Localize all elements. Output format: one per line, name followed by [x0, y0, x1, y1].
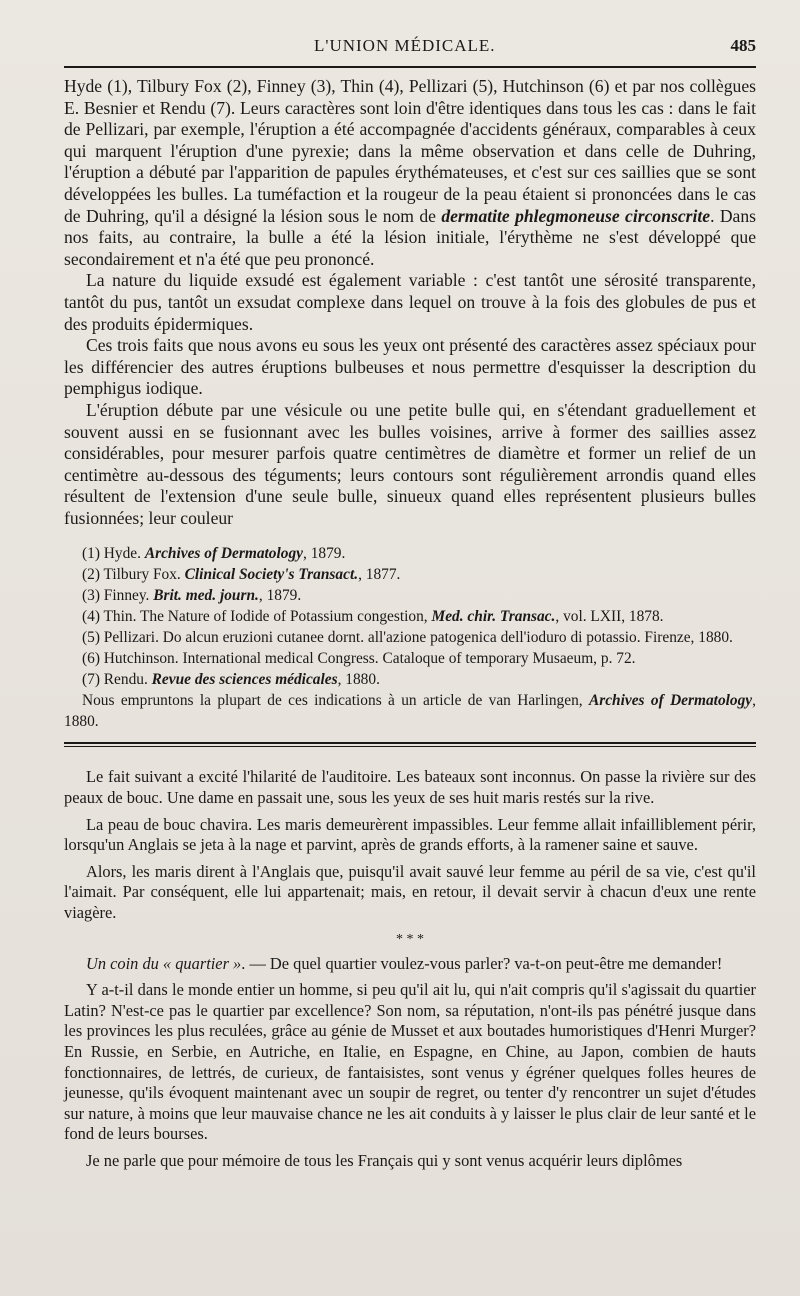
text-run: (1) Hyde. [82, 545, 145, 563]
text-run: Hyde (1), Tilbury Fox (2), Finney (3), Thin (4), Pellizari (5), Hutchinson (6) et par nos collègues E. Besnier et Rendu (7). Leurs caractères sont loin d'être identiques dans tous les cas : dans le fait de Pellizari, par exemple, l'éruption a été accompagnée d'accidents généraux, comparables à ceux qui marquent l'éruption d'une pyrexie; dans la même observation et dans celle de Duhring, l'éruption a débuté par l'apparition de papules érythémateuses, et c'est sur ces saillies que se sont développées les bulles. La tuméfaction et la rougeur de la peau étaient si prononcées dans le cas de Duhring, qu'il a désigné la lésion sous le nom de [64, 76, 756, 226]
text-run: (2) Tilbury Fox. [82, 566, 185, 584]
footnote [64, 585, 756, 606]
paragraph [64, 767, 756, 808]
paragraph [64, 954, 756, 975]
text-run: . Dans nos faits, au contraire, la bulle a été la lésion initiale, l'érythème ne s'est développé que secondairement et n'a été que peu prononcé. [64, 205, 756, 269]
paragraph [64, 76, 756, 270]
text-run: Alors, les maris dirent à l'Anglais que, puisqu'il avait sauvé leur femme au péril de sa vie, c'est qu'il l'aimait. Par conséquent, elle lui appartenait; mais, en retour, il devait servir à chacun d'eux une rente viagère. [64, 861, 756, 923]
text-run: Je ne parle que pour mémoire de tous les Français qui y sont venus acquérir leurs diplômes [86, 1150, 683, 1170]
italic-text: Clinical Society's Transact. [184, 566, 359, 584]
text-run: , 1879. [258, 587, 302, 605]
footnote [64, 543, 756, 564]
text-run: (5) Pellizari. Do alcun eruzioni cutanee dornt. all'azione patogenica dell'ioduro di potassio. Firenze, 1880. [82, 629, 733, 647]
footnotes [64, 543, 756, 732]
text-run: L'éruption débute par une vésicule ou une petite bulle qui, en s'étendant graduellement et souvent aussi en se fusionnant avec les bulles voisines, arrive à former des saillies assez considérables, pour mesurer parfois quatre centimètres de diamètre et former un relief de un centimètre au-dessous des téguments; leurs contours sont régulièrement arrondis quand elles résultent de l'extension d'une seule bulle, sinueux quand elles représentent plusieurs bulles fusionnées; leur couleur [64, 399, 756, 528]
italic-text: Revue des sciences médicales [151, 671, 338, 689]
italic-text: Archives of Dermatology [144, 545, 303, 563]
paragraph [64, 815, 756, 856]
italic-text: Brit. med. journ. [153, 587, 259, 605]
feuilleton-part-2 [64, 954, 756, 1172]
italic-text: Med. chir. Transac. [431, 608, 556, 626]
italic-text: Archives of Dermatology [588, 692, 753, 710]
paragraph [64, 335, 756, 400]
text-run: La peau de bouc chavira. Les maris demeurèrent impassibles. Leur femme allait infailliblement périr, lorsqu'un Anglais se jeta à la nage et parvint, après de grands efforts, à la ramener saine et sauve. [64, 814, 756, 855]
text-run: Nous empruntons la plupart de ces indications à un article de van Harlingen, [82, 692, 589, 710]
section-divider [64, 742, 756, 744]
text-run: , 1880. [337, 671, 380, 689]
feuilleton [64, 767, 756, 1171]
text-run: (7) Rendu. [82, 671, 152, 689]
text-run: Y a-t-il dans le monde entier un homme, si peu qu'il ait lu, qui n'ait compris qu'il s'agissait du quartier Latin? N'est-ce pas le quartier par excellence? Son nom, sa réputation, n'ont-ils pas pénétré jusque dans les provinces les plus reculées, grâce au génie de Musset et aux boutades humoristiques d'Henri Murger? En Russie, en Serbie, en Autriche, en Italie, en Espagne, en Chine, au Japon, combien de hauts fonctionnaires, de lettrés, de curieux, de fantaisistes, sont venus y égréner quelques folles heures de jeunesse, qu'ils évoquent maintenant avec un soupir de regret, ou tenter d'y rencontrer un sujet d'études sur nature, à moins que leur mauvaise chance ne les ait conduits à y laisser le plus clair de leur santé et le fond de leurs bourses. [64, 980, 756, 1144]
text-run: Le fait suivant a excité l'hilarité de l'auditoire. Les bateaux sont inconnus. On passe la rivière sur des peaux de bouc. Une dame en passait une, sous les yeux de ses huit maris restés sur la rive. [64, 767, 756, 808]
text-run: (4) Thin. The Nature of Iodide of Potassium congestion, [82, 608, 432, 626]
asterism: * * * [396, 931, 424, 947]
italic-text: Un coin du « quartier » [86, 953, 242, 973]
text-run: , 1880. [64, 692, 756, 731]
footnote [64, 627, 756, 648]
text-run: (3) Finney. [82, 587, 154, 605]
paragraph [64, 862, 756, 924]
text-run: , 1879. [303, 545, 346, 563]
main-article-text [64, 76, 756, 529]
section-divider-thin [64, 746, 756, 747]
running-head [64, 30, 756, 68]
footnote [64, 648, 756, 669]
text-run: (6) Hutchinson. International medical Congress. Cataloque of temporary Musaeum, p. 72. [82, 650, 636, 668]
footnote [64, 606, 756, 627]
feuilleton-part-1 [64, 767, 756, 923]
text-run: , vol. LXII, 1878. [555, 608, 664, 626]
page-number: 485 [730, 36, 756, 55]
text-run: , 1877. [358, 566, 401, 584]
text-run: Ces trois faits que nous avons eu sous les yeux ont présenté des caractères assez spéciaux pour les différencier des autres éruptions bulbeuses et nous permettre d'esquisser la description du pemphigus iodique. [64, 335, 756, 399]
footnote [64, 564, 756, 585]
journal-title: L'UNION MÉDICALE. [314, 36, 496, 55]
paragraph [64, 400, 756, 530]
italic-text: dermatite phlegmoneuse circonscrite [441, 205, 711, 226]
text-run: La nature du liquide exsudé est également variable : c'est tantôt une sérosité transparente, tantôt du pus, tantôt un exsudat complexe dans lequel on trouve à la fois des globules de pus et des produits épidermiques. [64, 270, 756, 334]
footnote [64, 690, 756, 732]
text-run: . — De quel quartier voulez-vous parler? va-t-on peut-être me demander! [241, 953, 723, 973]
paragraph [64, 270, 756, 335]
paragraph [64, 980, 756, 1145]
footnote [64, 669, 756, 690]
paragraph [64, 1151, 756, 1172]
